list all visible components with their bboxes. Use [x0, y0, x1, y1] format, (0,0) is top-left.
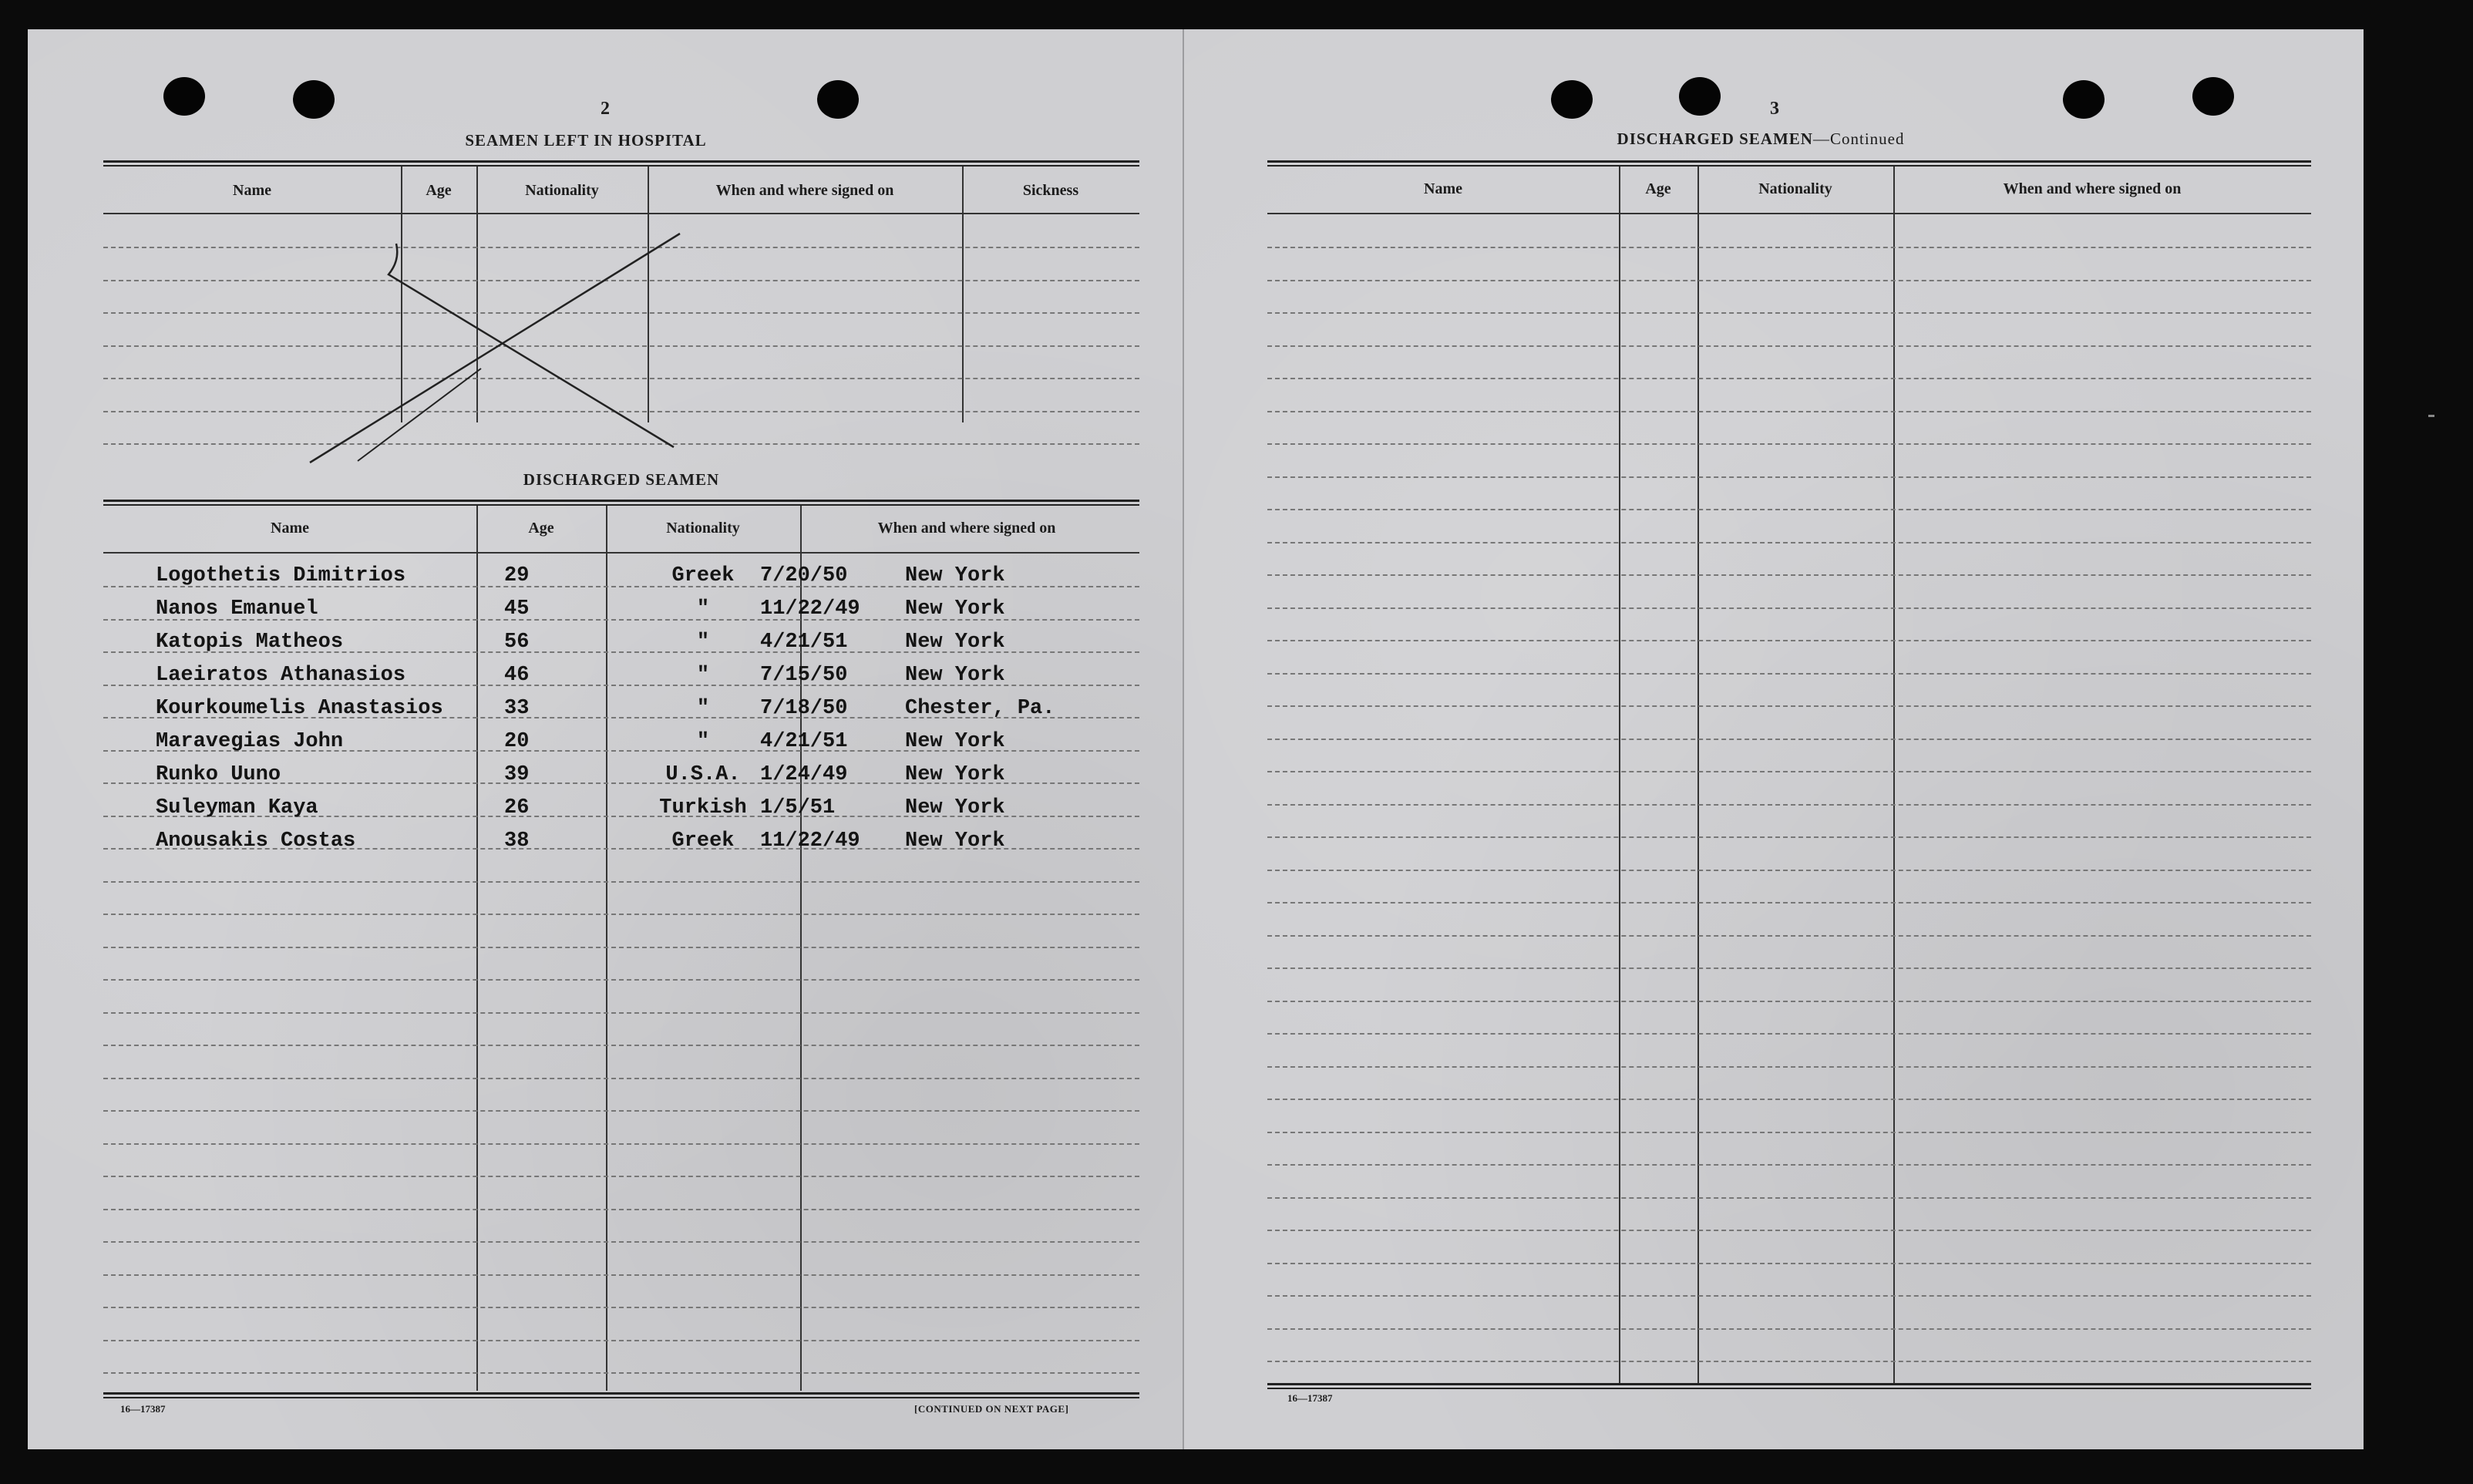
seaman-nationality: Greek [671, 564, 735, 587]
punch-hole [2192, 77, 2234, 116]
seaman-nationality: Turkish [659, 796, 747, 819]
signed-on-place: New York [905, 664, 1005, 687]
column-header-signed-on: When and where signed on [715, 182, 894, 199]
page-number: 2 [601, 99, 610, 119]
scan-artifact [2428, 415, 2434, 417]
column-divider [1697, 167, 1699, 1385]
column-divider [606, 506, 607, 1391]
ruled-line [103, 1274, 1139, 1276]
column-header-signed-on: When and where signed on [877, 520, 1056, 537]
table-bottom-rule [1267, 1383, 2311, 1389]
signed-on-place: New York [905, 796, 1005, 819]
punch-hole [817, 80, 859, 119]
table-bottom-rule [103, 1392, 1139, 1398]
column-header-name: Name [233, 182, 271, 199]
ruled-line [103, 914, 1139, 915]
continued-note: [CONTINUED ON NEXT PAGE] [914, 1403, 1069, 1415]
ruled-line [1267, 345, 2311, 347]
page-number: 3 [1770, 99, 1779, 119]
ruled-line [1267, 967, 2311, 969]
seaman-age: 56 [504, 631, 530, 654]
form-code: 16—17387 [120, 1403, 166, 1415]
ruled-line [1267, 378, 2311, 379]
ruled-line [1267, 476, 2311, 478]
signed-on-date: 7/18/50 [760, 697, 848, 720]
ruled-line [1267, 607, 2311, 609]
seaman-age: 45 [504, 597, 530, 621]
ruled-line [1267, 1263, 2311, 1264]
ruled-line [1267, 705, 2311, 707]
punch-hole [1551, 80, 1593, 119]
ruled-line [1267, 247, 2311, 248]
column-header-name: Name [1424, 180, 1462, 197]
discharged-section-title: DISCHARGED SEAMEN [523, 470, 720, 489]
seaman-name: Logothetis Dimitrios [156, 564, 406, 587]
column-header-nationality: Nationality [1758, 180, 1832, 197]
seaman-nationality: " [696, 631, 710, 654]
ruled-line [1267, 1066, 2311, 1068]
ruled-line [103, 1307, 1139, 1308]
column-header-age: Age [426, 182, 452, 199]
signed-on-date: 1/5/51 [760, 796, 836, 819]
ruled-line [103, 1340, 1139, 1341]
ruled-line [1267, 1328, 2311, 1330]
seaman-name: Katopis Matheos [156, 631, 344, 654]
ruled-line [1267, 1197, 2311, 1199]
table-top-rule [1267, 160, 2311, 167]
ruled-line [1267, 673, 2311, 675]
seaman-name: Kourkoumelis Anastasios [156, 697, 443, 720]
signed-on-date: 11/22/49 [760, 829, 860, 853]
ruled-line [103, 881, 1139, 883]
punch-hole [2063, 80, 2105, 119]
ruled-line [1267, 509, 2311, 510]
seaman-name: Anousakis Costas [156, 829, 356, 853]
ruled-line [1267, 640, 2311, 641]
table-header-rule [103, 552, 1139, 554]
column-header-name: Name [271, 520, 309, 537]
seaman-nationality: " [696, 697, 710, 720]
seaman-nationality: Greek [671, 829, 735, 853]
ruled-line [103, 1078, 1139, 1079]
seaman-age: 26 [504, 796, 530, 819]
seaman-name: Maravegias John [156, 730, 344, 753]
ruled-line [1267, 739, 2311, 740]
seaman-age: 33 [504, 697, 530, 720]
signed-on-place: New York [905, 763, 1005, 786]
seaman-nationality: " [696, 730, 710, 753]
ruled-line [1267, 542, 2311, 543]
seaman-name: Runko Uuno [156, 763, 281, 786]
left-page [28, 29, 1184, 1449]
signed-on-date: 7/20/50 [760, 564, 848, 587]
ruled-line [103, 1143, 1139, 1145]
column-divider [476, 506, 478, 1391]
ruled-line [1267, 443, 2311, 445]
seaman-nationality: " [696, 597, 710, 621]
table-top-rule [103, 500, 1139, 506]
signed-on-place: New York [905, 597, 1005, 621]
ruled-line [1267, 280, 2311, 281]
title-main: DISCHARGED SEAMEN [1617, 130, 1813, 148]
signed-on-date: 11/22/49 [760, 597, 860, 621]
ruled-line [1267, 1132, 2311, 1133]
table-header-rule [1267, 213, 2311, 214]
seaman-name: Suleyman Kaya [156, 796, 318, 819]
ruled-line [103, 1209, 1139, 1210]
column-divider [1619, 167, 1620, 1385]
signed-on-place: Chester, Pa. [905, 697, 1055, 720]
ruled-line [1267, 1164, 2311, 1166]
ruled-line [1267, 1361, 2311, 1362]
signed-on-place: New York [905, 564, 1005, 587]
ruled-line [103, 1241, 1139, 1243]
title-suffix: —Continued [1812, 130, 1905, 148]
discharged-table [103, 500, 1139, 1398]
column-header-nationality: Nationality [525, 182, 599, 199]
ruled-line [1267, 804, 2311, 806]
hospital-section-title: SEAMEN LEFT IN HOSPITAL [465, 131, 707, 150]
punch-hole [293, 80, 335, 119]
ruled-line [103, 1372, 1139, 1374]
ruled-line [103, 1176, 1139, 1177]
seaman-age: 46 [504, 664, 530, 687]
seaman-age: 20 [504, 730, 530, 753]
signed-on-date: 4/21/51 [760, 730, 848, 753]
ruled-line [103, 1110, 1139, 1112]
ruled-line [103, 979, 1139, 981]
seaman-age: 38 [504, 829, 530, 853]
ruled-line [1267, 1230, 2311, 1231]
ruled-line [103, 1045, 1139, 1046]
ruled-line [103, 947, 1139, 948]
column-header-age: Age [528, 520, 554, 537]
punch-hole [163, 77, 205, 116]
void-cross-mark [103, 160, 1139, 447]
ruled-line [1267, 1099, 2311, 1100]
column-header-signed-on: When and where signed on [2003, 180, 2182, 197]
signed-on-place: New York [905, 631, 1005, 654]
ruled-line [1267, 312, 2311, 314]
column-header-age: Age [1645, 180, 1671, 197]
ruled-line [1267, 935, 2311, 937]
ruled-line [1267, 574, 2311, 576]
ruled-line [1267, 870, 2311, 871]
ruled-line [1267, 1001, 2311, 1002]
seaman-age: 29 [504, 564, 530, 587]
seaman-nationality: U.S.A. [665, 763, 741, 786]
ruled-line [1267, 836, 2311, 838]
right-page [1184, 29, 2364, 1449]
hospital-table [103, 160, 1139, 447]
seaman-nationality: " [696, 664, 710, 687]
discharged-continued-table [1267, 160, 2311, 1392]
form-code: 16—17387 [1287, 1392, 1333, 1404]
punch-hole [1679, 77, 1721, 116]
seaman-name: Laeiratos Athanasios [156, 664, 406, 687]
signed-on-place: New York [905, 829, 1005, 853]
signed-on-date: 7/15/50 [760, 664, 848, 687]
ruled-line [1267, 1033, 2311, 1035]
ruled-line [1267, 411, 2311, 412]
ruled-line [103, 1012, 1139, 1014]
column-header-nationality: Nationality [666, 520, 740, 537]
signed-on-place: New York [905, 730, 1005, 753]
column-divider [1893, 167, 1895, 1385]
signed-on-date: 1/24/49 [760, 763, 848, 786]
signed-on-date: 4/21/51 [760, 631, 848, 654]
column-header-sickness: Sickness [1022, 182, 1079, 199]
ruled-line [1267, 771, 2311, 772]
seaman-age: 39 [504, 763, 530, 786]
ruled-line [1267, 902, 2311, 904]
ruled-line [1267, 1295, 2311, 1297]
discharged-continued-title [1617, 130, 1905, 149]
seaman-name: Nanos Emanuel [156, 597, 318, 621]
